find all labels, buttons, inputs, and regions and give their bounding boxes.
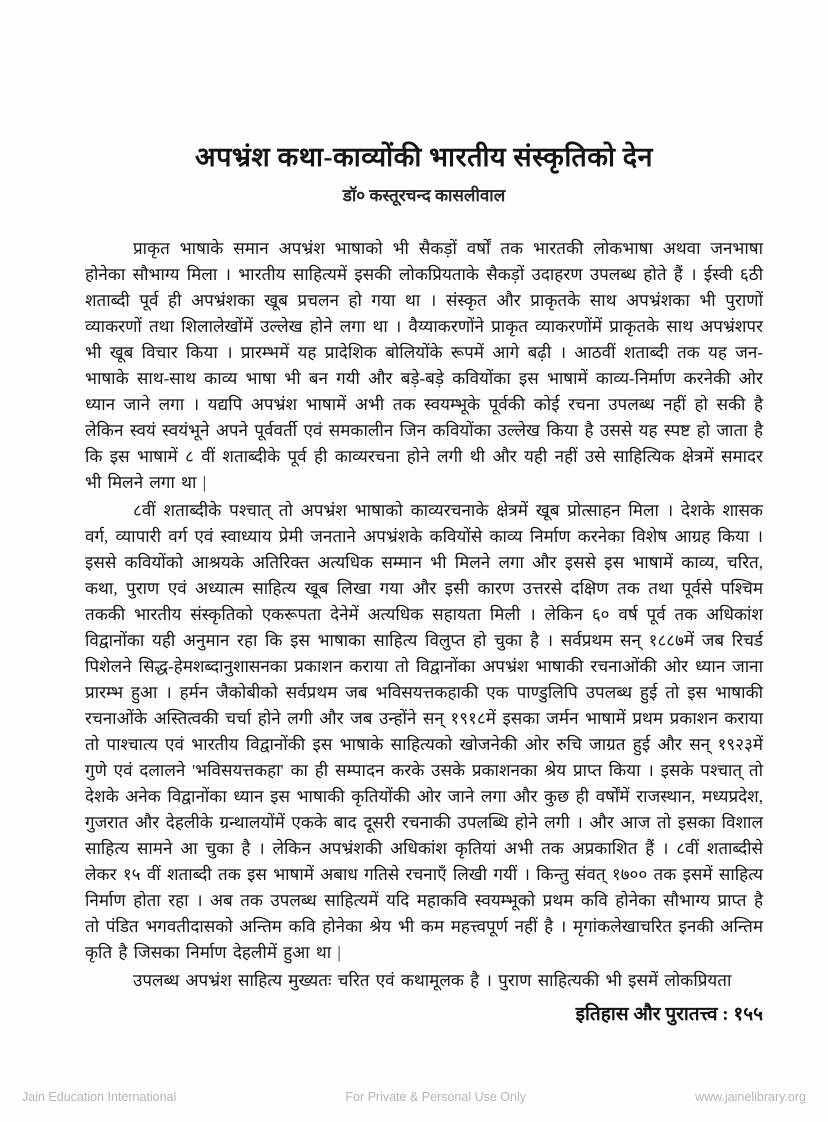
footer-publisher: Jain Education International — [22, 1090, 177, 1104]
paragraph-3: उपलब्ध अपभ्रंश साहित्य मुख्यतः चरित एवं कथामूलक है । पुराण साहित्यकी भी इसमें लोकप्रियता — [133, 971, 732, 991]
scan-footer — [0, 1090, 828, 1104]
footer-usage-notice: For Private & Personal Use Only — [345, 1090, 526, 1104]
footer-website: www.jainelibrary.org — [695, 1090, 806, 1104]
article-author: डॉ० कस्तूरचन्द कासलीवाल — [342, 186, 506, 206]
article-body — [85, 236, 763, 994]
paragraph-2: ८वीं शताब्दीके पश्चात् तो अपभ्रंश भाषाको काव्यरचनाके क्षेत्रमें खूब प्रोत्साहन मिला । देशके शासक वर्ग, व्यापारी वर्ग एवं स्वाध्याय प्रेमी जनताने अपभ्रंशके कवियोंसे काव्य निर्माण करनेका विशेष आग्रह किया । इससे कवियोंको आश्रयके अतिरिक्त अत्यधिक सम्मान भी मिलने लगा और इससे इस भाषामें काव्य, चरित, कथा, पुराण एवं अध्यात्म साहित्य खूब लिखा गया और इसी कारण उत्तरसे दक्षिण तक तथा पूर्वसे पश्चिम तककी भारतीय संस्कृतिको एकरूपता देनेमें अत्यधिक सहायता मिली । लेकिन ६० वर्ष पूर्व तक अधिकांश विद्वानोंका यही अनुमान रहा कि इस भाषाका साहित्य विलुप्त हो चुका है । सर्वप्रथम सन् १८८७में जब रिचर्ड पिशेलने सिद्ध-हेमशब्दानुशासनका प्रकाशन कराया तो विद्वानोंका अपभ्रंश भाषाकी रचनाओंकी ओर ध्यान जाना प्रारम्भ हुआ । हर्मन जैकोबीको सर्वप्रथम जब भविसयत्तकहाकी एक पाण्डुलिपि उपलब्ध हुई तो इस भाषाकी रचनाओंके अस्तित्वकी चर्चा होने लगी और जब उन्होंने सन् १९१८में इसका जर्मन भाषामें प्रथम प्रकाशन कराया तो पाश्चात्य एवं भारतीय विद्वानोंकी इस भाषाके साहित्यको खोजनेकी ओर रुचि जाग्रत हुई और सन् १९२३में गुणे एवं दलालने 'भविसयत्तकहा' का ही सम्पादन करके उसके प्रकाशनका श्रेय प्राप्त किया । इसके पश्चात् तो देशके अनेक विद्वानोंका ध्यान इस भाषाकी कृतियोंकी ओर जाने लगा और कुछ ही वर्षोंमें राजस्थान, मध्यप्रदेश, गुजरात और देहलीके ग्रन्थालयोंमें एकके बाद दूसरी रचनाकी उपलब्धि होने लगी । और आज तो इसका विशाल साहित्य सामने आ चुका है । लेकिन अपभ्रंशकी अधिकांश कृतियां अभी तक अप्रकाशित हैं । ८वीं शताब्दीसे लेकर १५ वीं शताब्दी तक इस भाषामें अबाध गतिसे रचनाएँ लिखी गयीं । किन्तु संवत् १७०० तक इसमें साहित्य निर्माण होता रहा । अब तक उपलब्ध साहित्यमें यदि महाकवि स्वयम्भूको प्रथम कवि होनेका सौभाग्य प्राप्त है तो पंडित भगवतीदासको अन्तिम कवि होनेका श्रेय भी कम महत्त्वपूर्ण नहीं है । मृगांकलेखाचरित इनकी अन्तिम कृति है जिसका निर्माण देहलीमें हुआ था | — [85, 501, 763, 963]
paragraph-1: प्राकृत भाषाके समान अपभ्रंश भाषाको भी सैकड़ों वर्षों तक भारतकी लोकभाषा अथवा जनभाषा होनेका सौभाग्य मिला । भारतीय साहित्यमें इसकी लोकप्रियताके सैकड़ों उदाहरण उपलब्ध होते हैं । ईस्वी ६ठी शताब्दी पूर्व ही अपभ्रंशका खूब प्रचलन हो गया था । संस्कृत और प्राकृतके साथ अपभ्रंशका भी पुराणों व्याकरणों तथा शिलालेखोंमें उल्लेख होने लगा था । वैय्याकरणोंने प्राकृत व्याकरणोंमें प्राकृतके साथ अपभ्रंशपर भी खूब विचार किया । प्रारम्भमें यह प्रादेशिक बोलियोंके रूपमें आगे बढ़ी । आठवीं शताब्दी तक यह जन-भाषाके साथ-साथ काव्य भाषा भी बन गयी और बड़े-बड़े कवियोंका इस भाषामें काव्य-निर्माण करनेकी ओर ध्यान जाने लगा । यद्यपि अपभ्रंश भाषामें अभी तक स्वयम्भूके पूर्वकी कोई रचना उपलब्ध नहीं हो सकी है लेकिन स्वयं स्वयंभूने अपने पूर्ववर्ती एवं समकालीन जिन कवियोंका उल्लेख किया है उससे यह स्पष्ट हो जाता है कि इस भाषामें ८ वीं शताब्दीके पूर्व ही काव्यरचना होने लगी थी और यही नहीं उसे साहित्यिक क्षेत्रमें समादर भी मिलने लगा था | — [85, 239, 763, 493]
article-title: अपभ्रंश कथा-काव्योंकी भारतीय संस्कृतिको देन — [194, 142, 654, 172]
article-content — [85, 140, 763, 994]
journal-page-number: इतिहास और पुरातत्त्व : १५५ — [575, 1004, 763, 1025]
